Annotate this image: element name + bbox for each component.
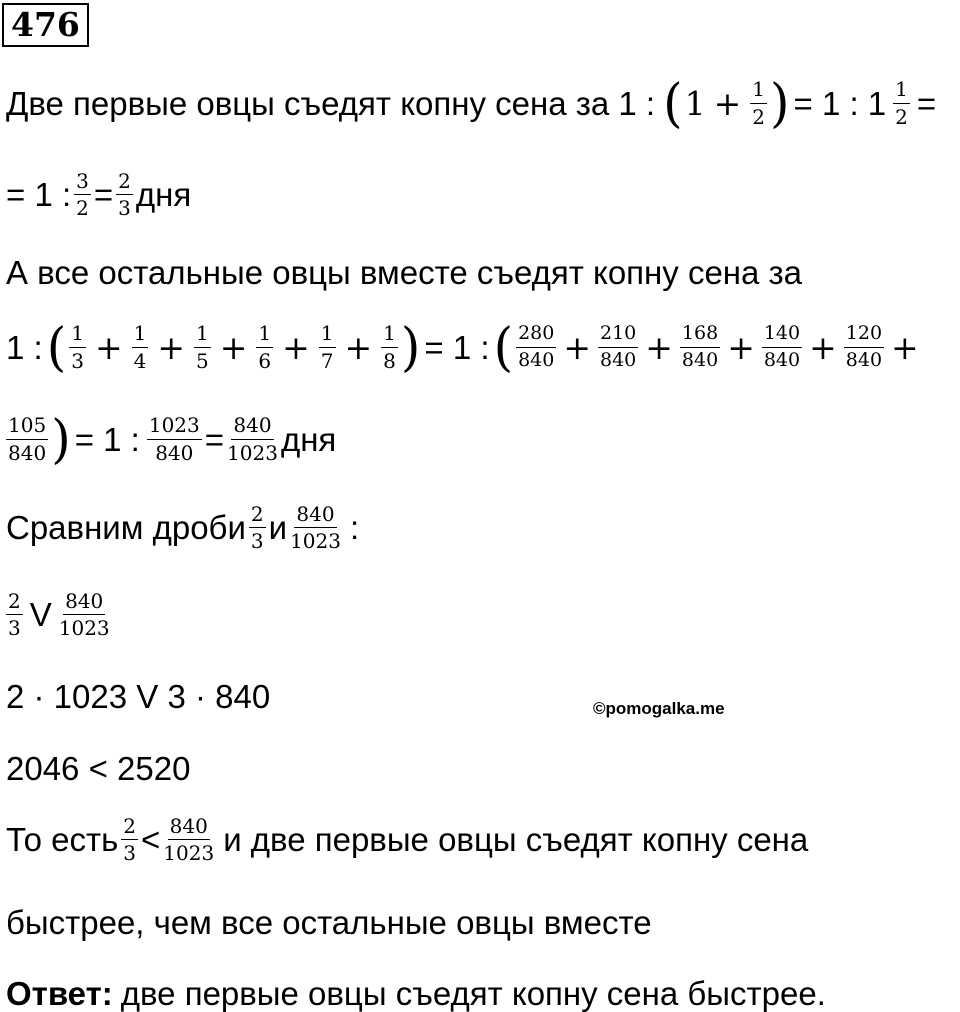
fraction: $\frac{840}{1023}$ [227,413,278,465]
fraction: $\frac{140}{840}$ [763,322,801,371]
plus-sign: + [891,327,919,367]
line-10 [6,815,808,865]
equation-part: = 1 : [6,176,72,214]
fraction: $\frac{3}{2}$ [76,169,89,221]
plus-sign: + [157,327,185,367]
fraction: $\frac{1}{3}$ [71,321,84,373]
line-1 [6,72,940,134]
line-11-text: быстрее, чем все остальные овцы вместе [6,904,652,941]
fraction: $\frac{280}{840}$ [518,322,555,371]
plus-sign: + [282,327,310,367]
equals-sign: = [93,176,114,214]
watermark: ©pomogalka.me [593,699,725,718]
equals-sign: = [916,84,937,122]
fraction: $\frac{168}{840}$ [681,322,719,371]
plus-sign: + [344,327,373,367]
line-9-text: 2046 < 2520 [6,750,191,787]
answer-text: две первые овцы съедят копну сена быстрее. [120,975,826,1012]
line-3-text: А все остальные овцы вместе съедят копну сена за [6,254,803,291]
fraction: $\frac{210}{840}$ [600,322,637,371]
paren-open: ( [46,316,67,378]
paren-close: ) [769,72,790,134]
line-1-text: Две первые овцы съедят копну сена за 1 : [6,84,656,122]
fraction: $\frac{1}{8}$ [383,321,396,373]
line-10-start: То есть [6,821,119,859]
paren-close: ) [400,316,421,378]
fraction: $\frac{840}{1023}$ [290,502,341,554]
equals-sign: = [204,420,225,458]
line-10-rest: и две первые овцы съедят копну сена [223,821,809,859]
fraction: $\frac{105}{840}$ [8,413,47,465]
task-number: 476 [2,3,89,47]
plus-sign: + [563,327,591,367]
plus-sign: + [94,327,123,367]
fraction: $\frac{2}{3}$ [250,502,264,554]
unit-text: дня [135,176,192,214]
paren-close: ) [51,408,71,470]
line-2 [6,170,191,220]
plus-sign: + [645,327,673,367]
fraction: $\frac{2}{3}$ [118,169,131,221]
fraction: $\frac{1023}{840}$ [148,413,200,465]
line-6-text: Сравним дроби [6,509,246,547]
fraction: $\frac{840}{1023}$ [163,814,215,866]
plus-sign: + [713,83,742,123]
fraction: $\frac{1}{7}$ [320,321,334,373]
conjunction: и [268,509,288,547]
colon: : [349,509,360,547]
plus-sign: + [809,327,837,367]
answer-line [6,977,826,1010]
equation-part: = 1 : 1 [793,84,887,122]
fraction: $\frac{120}{840}$ [845,322,883,371]
comparison-sign: V [29,596,52,634]
comparison-sign: < [141,821,161,859]
answer-label: Ответ: [6,975,113,1012]
fraction: $\frac{1}{5}$ [196,321,209,373]
fraction: $\frac{840}{1023}$ [58,589,110,641]
plus-sign: + [219,327,248,367]
fraction: $\frac{1}{2}$ [752,77,765,129]
line-8-text: 2 · 1023 V 3 · 840 [6,678,271,715]
equation-part: = 1 : [424,328,490,366]
paren-open: ( [493,316,514,378]
fraction: $\frac{2}{3}$ [8,589,21,641]
line-5 [6,408,337,470]
unit-text: дня [280,420,337,458]
fraction: $\frac{2}{3}$ [123,814,136,866]
equation-part: = 1 : [74,420,140,458]
line-7 [6,590,113,640]
plus-sign: + [727,327,755,367]
line-9 [6,752,190,785]
line-3 [6,256,802,289]
line-6 [6,503,359,553]
line-8 [6,680,270,713]
line-11 [6,906,652,939]
equation-part: 1 : [6,328,43,366]
line-4 [6,316,923,378]
paren-open: ( [663,72,683,134]
fraction: $\frac{1}{2}$ [895,77,908,129]
fraction: $\frac{1}{6}$ [258,321,272,373]
fraction: $\frac{1}{4}$ [133,321,147,373]
number-one: 1 [684,83,706,123]
